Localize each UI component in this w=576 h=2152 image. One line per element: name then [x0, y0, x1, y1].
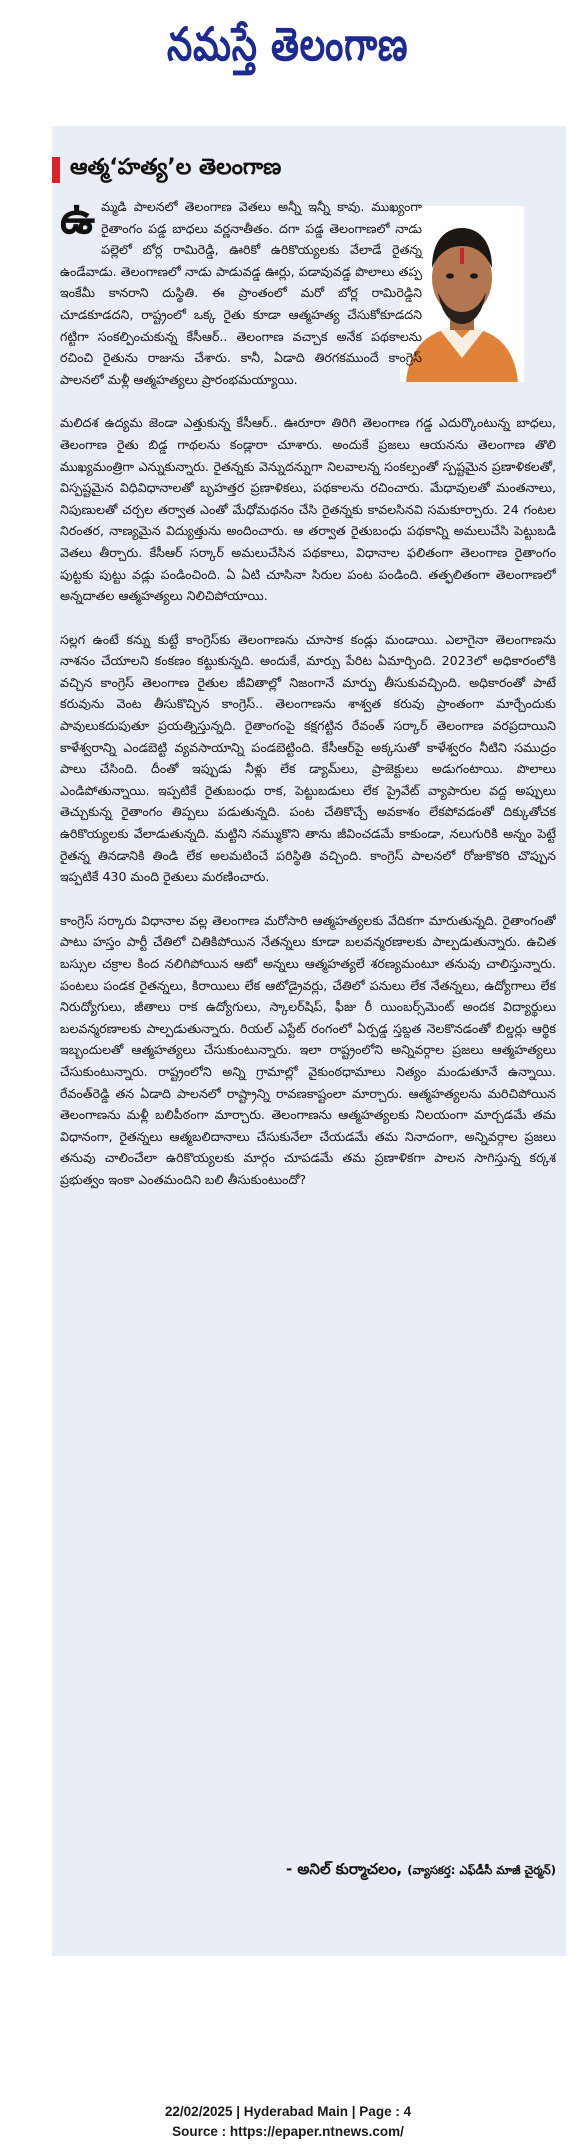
article-paragraph-4: కాంగ్రెస్ సర్కారు విధానాల వల్ల తెలంగాణ మరోసారి ఆత్మహత్యలకు వేదికగా మారుతున్నది. రైతాంగంతో పాటు హస్తం పార్టీ చేతిలో చితికిపోయిన నేతన్నలు కూడా బలవన్మరణాలకు పాల్పడుతున్నారు. ఉచిత బస్సుల చక్రాల కింద నలిగిపోయిన ఆటో అన్నలు ఆత్మహత్యలే శరణ్యమంటూ తనువు చాలిస్తున్నారు. పంటలు పండక రైతన్నలు, కిరాయిలు లేక ఆటోడ్రైవర్లు, చేతిలో పనులు లేక నేతన్నలు, ఉద్యోగాలు లేక నిరుద్యోగులు, జీతాలు రాక ఉద్యోగులు, స్కాలర్‌షిప్, ఫీజు రీ యింబర్స్‌మెంట్ అందక విద్యార్థులు బలవన్మరణాలకు పాల్పడుతున్నారు. రియల్ ఎస్టేట్ రంగంలో ఏర్పడ్డ స్తబ్దత నెలకొనడంతో బిల్డర్లు ఆర్థిక ఇబ్బందులతో ఆత్మహత్యలు చేసుకుంటున్నారు. ఇలా రాష్ట్రంలోని అన్నివర్గాల ప్రజలు ఆత్మహత్యలు చేసుకుంటున్నారు. రాష్ట్రంలోని అన్ని గ్రామాల్లో వైకుంఠధామాలు నిత్యం మండుతూనే ఉన్నాయి. రేవంత్‌రెడ్డి తన ఏడాది పాలనలో రాష్ట్రాన్ని రావణకాష్టంలా మార్చారు. ఆత్మహత్యలను మరిచిపోయిన తెలంగాణను మళ్లీ బలిపీఠంగా మార్చారు. తెలంగాణను ఆత్మహత్యలకు నిలయంగా మార్చడమే తమ విధానంగా, రైతన్నలు ఆత్మబలిదానాలు చేసుకునేలా చేయడమే తమ నినాదంగా, అన్నివర్గాల ప్రజలు తనువు చాలించేలా ఉరికొయ్యలకు మార్గం చూపడమే తమ ప్రణాళికగా పాలన సాగిస్తున్న కర్కశ ప్రభుత్వం ఇంకా ఎంతమందిని బలి తీసుకుంటుందో? — [60, 912, 556, 1187]
headline-accent-bar — [52, 157, 60, 183]
footer-date-edition: 22/02/2025 | Hyderabad Main | Page : 4 — [164, 2104, 412, 2119]
author-role: (వ్యాసకర్త: ఎఫ్‌డీసీ మాజీ చైర్మన్) — [407, 1863, 556, 1877]
masthead-logo: నమస్తే తెలంగాణ — [167, 17, 409, 71]
paragraph-text: మ్మడి పాలనలో తెలంగాణ వెతలు అన్నీ ఇన్నీ కావు. ముఖ్యంగా రైతాంగం పడ్డ బాధలు వర్ణనాతీతం. దగా పడ్డ తెలంగాణలో నాడు పల్లెలో బోర్ల రామిరెడ్డి, ఊరికో ఉరికొయ్యలకు వేలాడే రైతన్న ఉండేవాడు. తెలంగాణలో నాడు పాడువడ్డ ఊర్లు, పడావువడ్డ పొలాలు తప్ప ఇంకేమీ కానరాని దుస్థితి. ఈ ప్రాంతంలో మరో బోర్ల రామిరెడ్డిని చూడకూడదని, రాష్ట్రంలో ఒక్క రైతు కూడా ఆత్మహత్య చేసుకోకూడదని గట్టిగా సంకల్పించుకున్న కేసీఆర్.. తెలంగాణ వచ్చాక అనేక పథకాలను రచించి రైతును రాజును చేశారు. కానీ, ఏడాది తిరగకముందే కాంగ్రెస్ పాలనలో మళ్లీ ఆత్మహత్యలు ప్రారంభమయ్యాయి. — [60, 199, 422, 387]
photo-spacer — [422, 196, 556, 390]
footer-source: Source : https://epaper.ntnews.com/ — [172, 2124, 404, 2139]
author-name: - అనిల్ కుర్మాచలం, — [285, 1860, 403, 1878]
article-paragraph-2: మలిదశ ఉద్యమ జెండా ఎత్తుకున్న కేసీఆర్.. ఊరూరా తిరిగి తెలంగాణ గడ్డ ఎదుర్కొంటున్న బాధలు, తెలంగాణ రైతు బిడ్డ గాథలను కండ్లారా చూశారు. అందుకే ప్రజలు ఆయనను తెలంగాణ తొలి ముఖ్యమంత్రిగా ఎన్నుకున్నారు. రైతన్నకు వెన్నుదన్నుగా నిలవాలన్న సంకల్పంతో స్పష్టమైన ప్రణాళికలతో, విస్పష్టమైన విధివిధానాలతో బృహత్తర ప్రణాళికలు, పథకాలను రచించారు. మేధావులతో మంతనాలు, నిపుణులతో చర్చల తర్వాత ఎంతో మేధోమథనం చేసి రైతన్నకు కావలసినవి సమకూర్చారు. 24 గంటల నిరంతర, నాణ్యమైన విద్యుత్తును అందించారు. ఆ తర్వాత రైతుబంధు పథకాన్ని అమలుచేసి పెట్టుబడి వెతలు తీర్చారు. కేసీఆర్ సర్కార్ అమలుచేసిన పథకాలు, విధానాల ఫలితంగా తెలంగాణ రైతాంగం పుట్టకు పుట్టు వడ్లు పండించింది. ఏ ఏటి చూసినా సిరుల పంట పండింది. తత్ఫలితంగా తెలంగాణలో అన్నదాతల ఆత్మహత్యలు నిలిచిపోయాయి. — [60, 415, 556, 604]
drop-cap: ఉ — [60, 196, 96, 244]
headline — [52, 150, 566, 190]
masthead — [0, 0, 576, 88]
author-byline — [286, 1860, 556, 1882]
headline-text: ఆత్మ‘హత్య’ల తెలంగాణ — [70, 155, 282, 180]
article-paragraph-3: సల్లగ ఉంటే కన్ను కుట్టే కాంగ్రెస్‌కు తెలంగాణను చూసాక కండ్లు మండాయి. ఎలాగైనా తెలంగాణను నాశనం చేయాలని కంకణం కట్టుకున్నది. అందుకే, మార్పు పేరిట ఏమార్చింది. 2023లో అధికారంలోకి వచ్చిన కాంగ్రెస్ తెలంగాణ రైతుల జీవితాల్లో నిజంగానే మార్పు తీసుకువచ్చింది. అధికారంతో పాటే కరువును వెంట తీసుకొచ్చిన కాంగ్రెస్.. తెలంగాణను శాశ్వత కరువు ప్రాంతంగా మార్చేందుకు పావులుకదుపుతూ ప్రయత్నిస్తున్నది. రైతాంగంపై కక్షగట్టిన రేవంత్ సర్కార్ తెలంగాణ వరప్రదాయిని కాళేశ్వరాన్ని ఎండబెట్టి వ్యవసాయాన్ని పండబెట్టింది. కేసీఆర్‌పై అక్కసుతో కాళేశ్వరం నీటిని సముద్రం పాలు చేసింది. దీంతో ఇప్పుడు నీళ్లు లేక డ్యామ్‌లు, ప్రాజెక్టులు అడుగంటాయి. పొలాలు ఎండిపోతున్నాయి. ఇప్పటికే రైతుబంధు రాక, పెట్టుబడులు లేక ప్రైవేట్ వ్యాపారుల వద్ద అప్పులు తెచ్చుకున్న రైతాంగం తిప్పలు పడుతున్నది. పంట చేతికొచ్చే అవకాశం లేకపోవడంతో దిక్కుతోచక ఉరికొయ్యలకు వేలాడుతున్నది. మట్టిని నమ్ముకొని తాను జీవించడమే కాకుండా, నలుగురికి అన్నం పెట్టే రైతన్న తినడానికి తిండి లేక అలమటించే పరిస్థితి వచ్చింది. కాంగ్రెస్ పాలనలో రోజుకొకరి చొప్పున ఇప్పటికే 430 మంది రైతులు మరణించారు. — [60, 631, 556, 885]
article-body — [60, 196, 556, 1916]
